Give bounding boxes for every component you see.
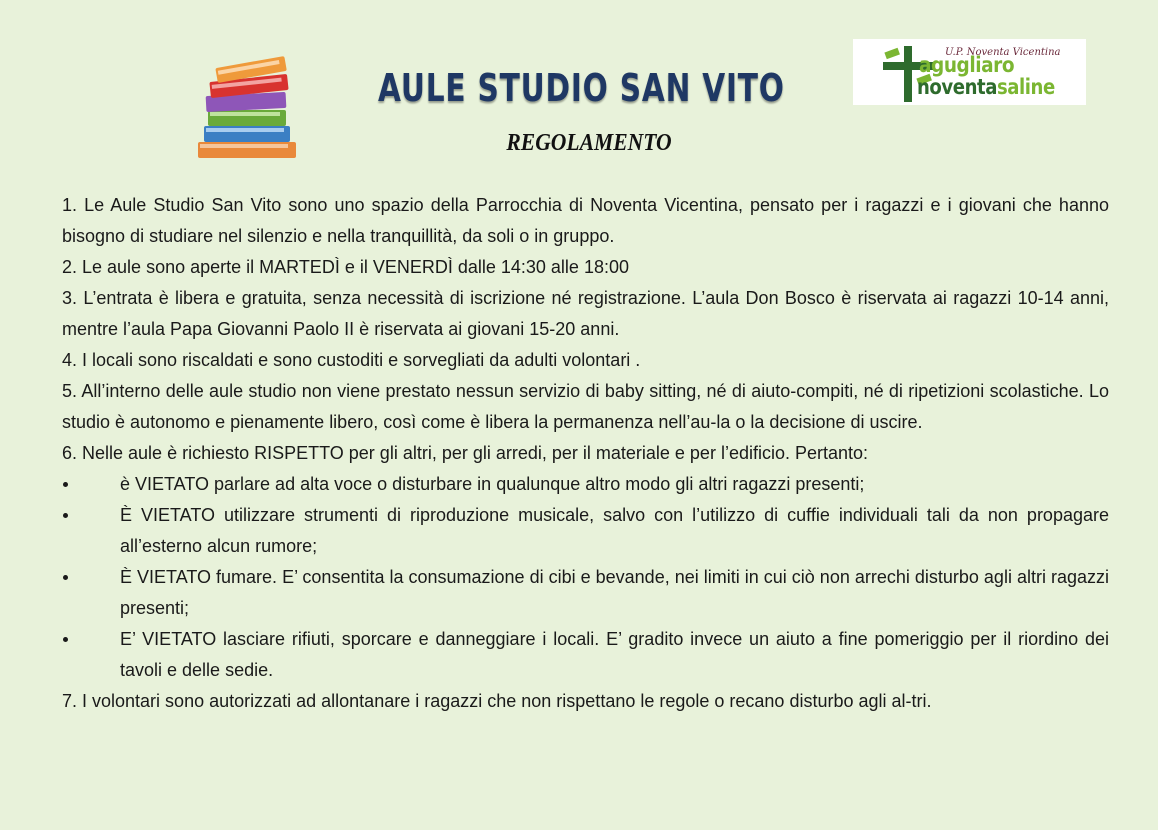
prohibition-text: E’ VIETATO lasciare rifiuti, sporcare e danneggiare i locali. E’ gradito invece un aiuto a fine pomeriggio per il riordino dei tavoli e delle sedie. [120, 629, 1109, 680]
logo-text-agugliaro: agugliaro [919, 53, 1015, 77]
rule-7: 7. I volontari sono autorizzati ad allontanare i ragazzi che non rispettano le regole o recano disturbo agli al-tri. [62, 691, 932, 711]
prohibition-text: È VIETATO fumare. E’ consentita la consumazione di cibi e bevande, nei limiti in cui ciò non arrechi disturbo agli altri ragazzi presenti; [120, 567, 1109, 618]
prohibition-item [62, 624, 1109, 686]
logo-tagline: U.P. Noventa Vicentina [945, 47, 1061, 58]
page-title: AULE STUDIO SAN VITO [378, 66, 785, 110]
prohibition-text: È VIETATO utilizzare strumenti di riproduzione musicale, salvo con l’utilizzo di cuffie individuali tali da non propagare all’esterno alcun rumore; [120, 505, 1109, 556]
rule-3: 3. L’entrata è libera e gratuita, senza necessità di iscrizione né registrazione. L’aula Don Bosco è riservata ai ragazzi 10-14 anni, mentre l’aula Papa Giovanni Paolo II è riservata ai giovani 15-20 anni. [62, 288, 1109, 339]
bullet-icon [63, 575, 68, 580]
rule-6: 6. Nelle aule è richiesto RISPETTO per gli altri, per gli arredi, per il materiale e per l’edificio. Pertanto: [62, 443, 869, 463]
logo-text-noventa: noventa [917, 75, 997, 99]
bullet-icon [63, 637, 68, 642]
rule-1: 1. Le Aule Studio San Vito sono uno spazio della Parrocchia di Noventa Vicentina, pensato per i ragazzi e i giovani che hanno bisogno di studiare nel silenzio e nella tranquillità, da soli o in gruppo. [62, 195, 1109, 246]
rules-list [62, 190, 1109, 717]
logo-text-saline: saline [996, 75, 1055, 99]
prohibition-item [62, 500, 1109, 562]
parish-logo [853, 39, 1086, 105]
rule-5: 5. All’interno delle aule studio non viene prestato nessun servizio di baby sitting, né di aiuto-compiti, né di ripetizioni scolastiche. Lo studio è autonomo e pienamente libero, così come è libera la permanenza nell’au-la o la decisione di uscire. [62, 381, 1109, 432]
prohibitions-list [62, 469, 1109, 686]
prohibition-item [62, 469, 1109, 500]
page-subtitle: REGOLAMENTO [506, 130, 672, 156]
bullet-icon [63, 513, 68, 518]
rule-4: 4. I locali sono riscaldati e sono custoditi e sorvegliati da adulti volontari . [62, 350, 641, 370]
bullet-icon [63, 482, 68, 487]
prohibition-text: è VIETATO parlare ad alta voce o disturbare in qualunque altro modo gli altri ragazzi presenti; [120, 474, 865, 494]
logo-text-noventasaline [917, 75, 1055, 99]
prohibition-item [62, 562, 1109, 624]
rule-2: 2. Le aule sono aperte il MARTEDÌ e il VENERDÌ dalle 14:30 alle 18:00 [62, 257, 629, 277]
